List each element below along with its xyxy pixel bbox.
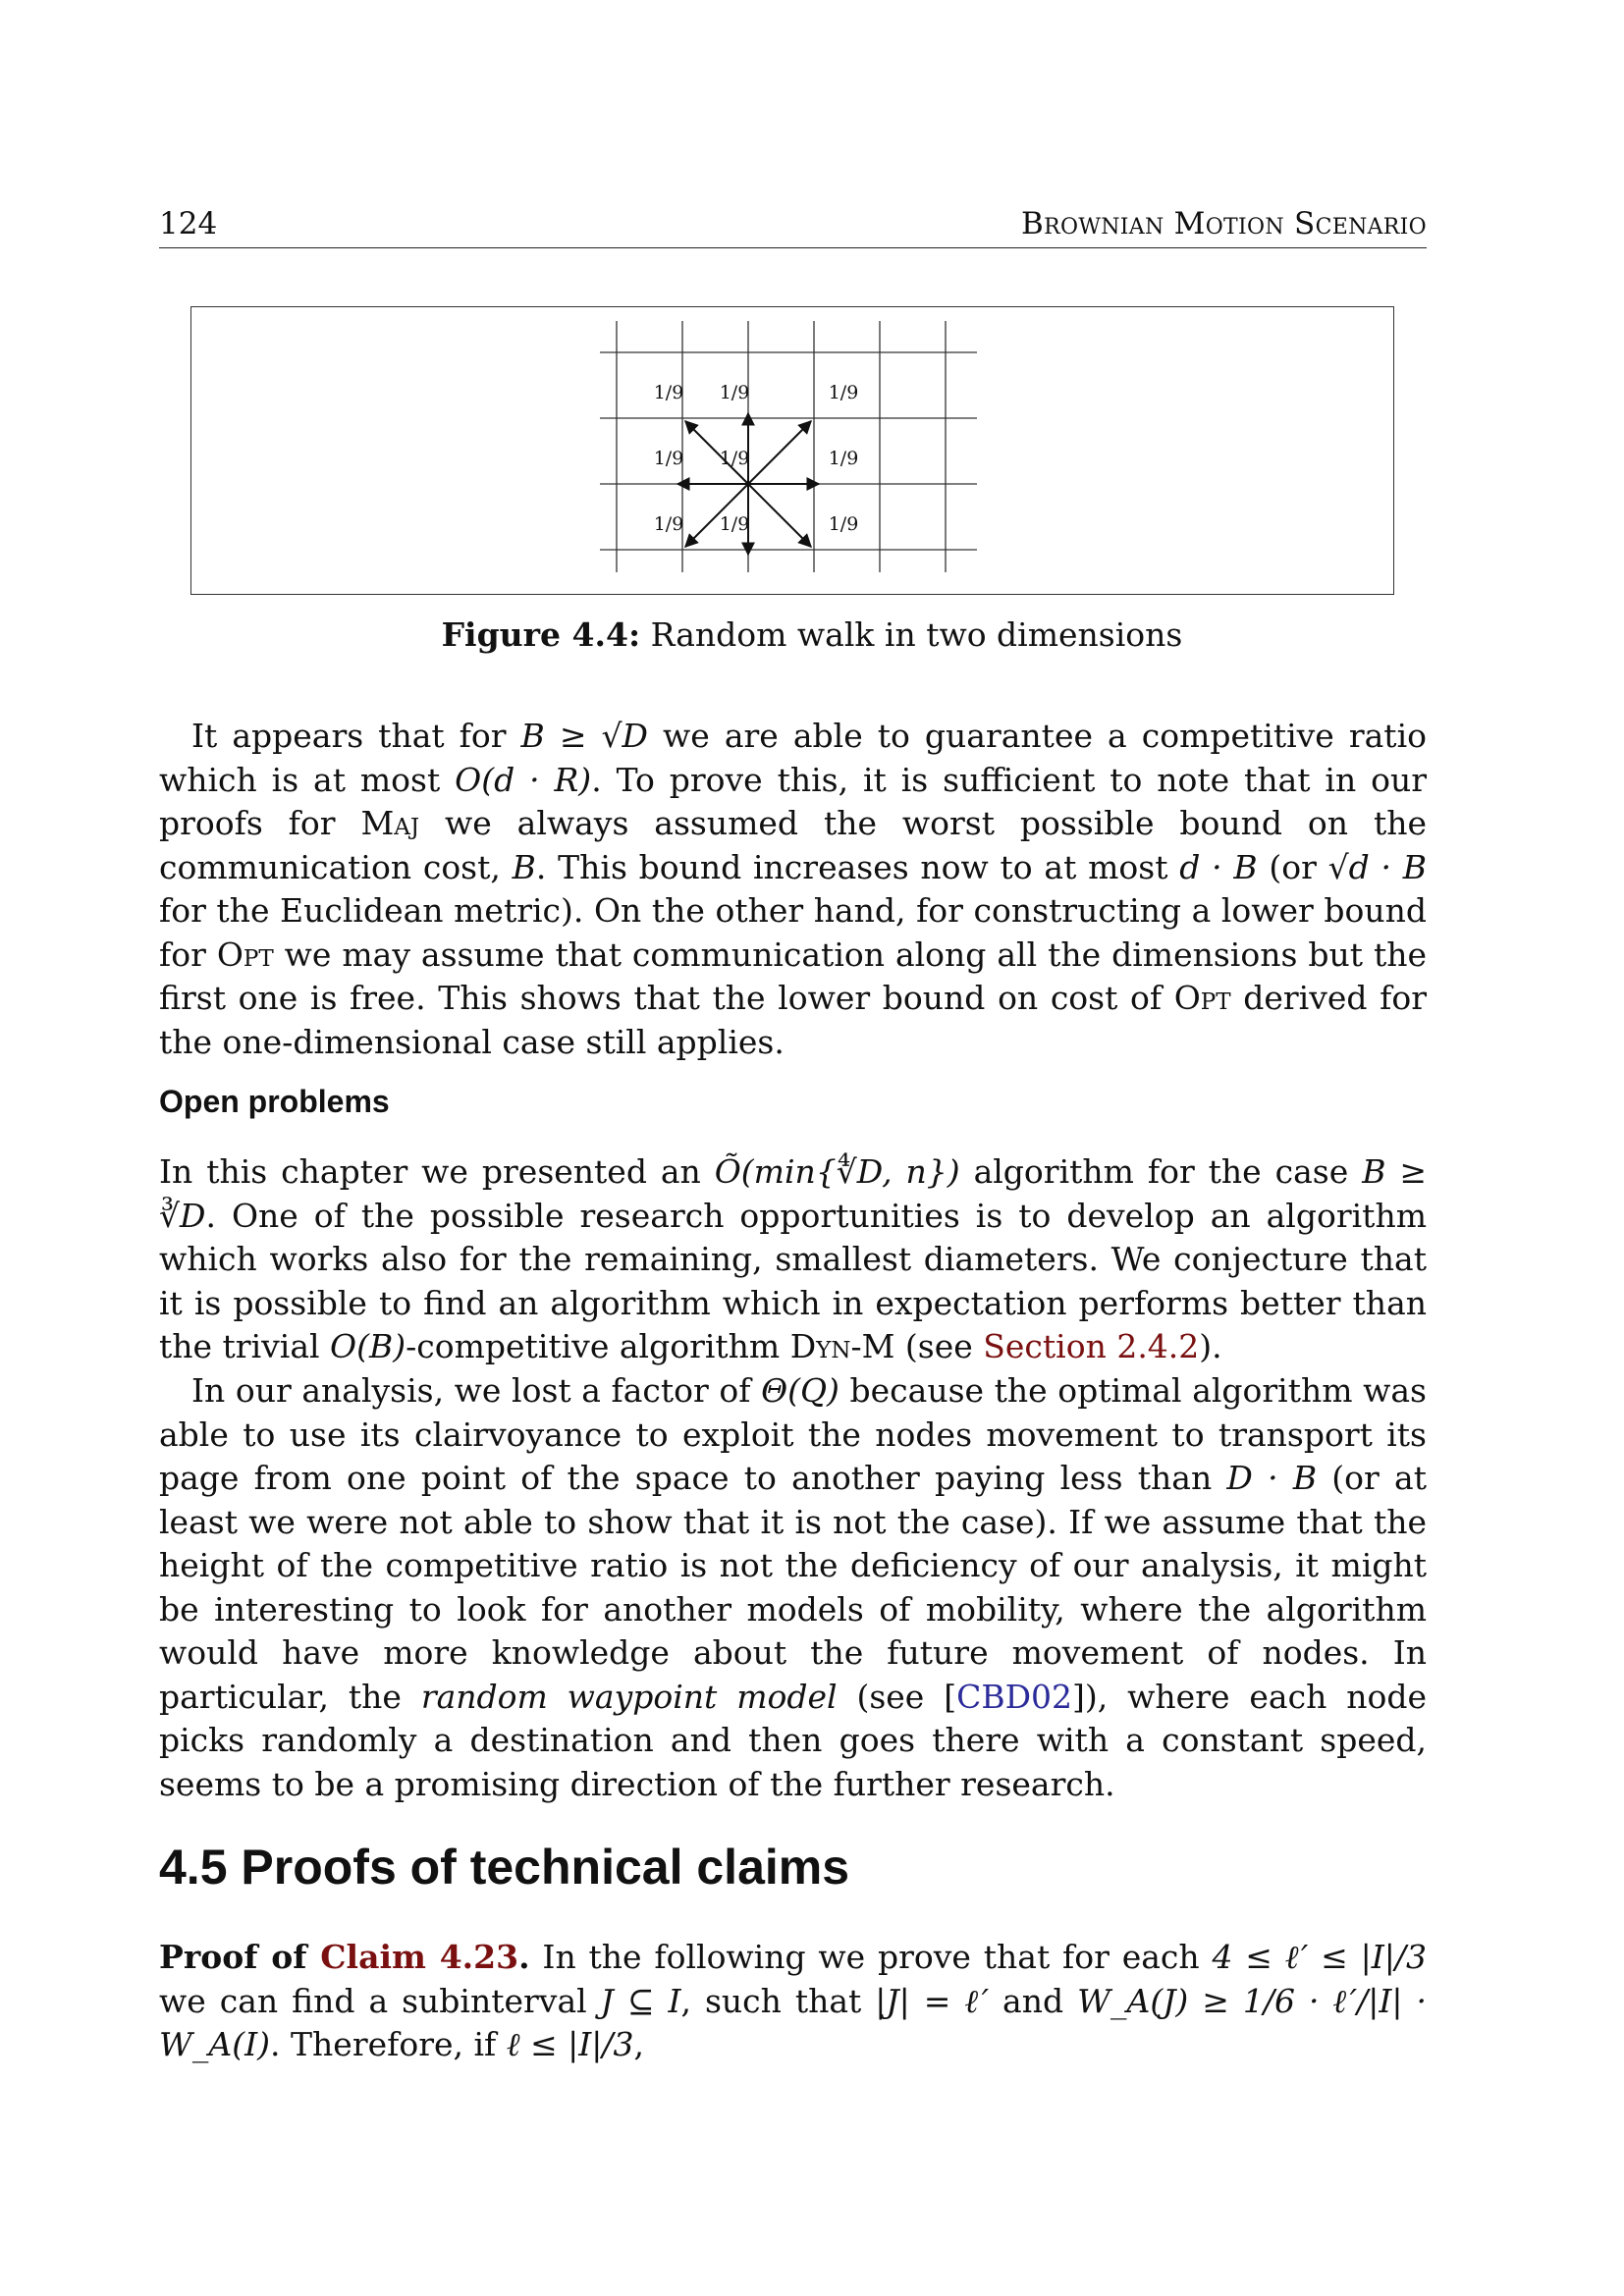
text-run: . Therefore, if xyxy=(270,2025,507,2063)
math-run: Θ(Q) xyxy=(761,1371,839,1410)
figure-caption xyxy=(0,615,1624,654)
claim-link[interactable]: Claim 4.23 xyxy=(320,1938,519,1976)
text-run: . To prove this, it is sufficient to note that in our proofs for xyxy=(159,760,1427,842)
math-run: O(d · R) xyxy=(455,760,592,799)
math-run: ℓ ≤ |I|/3 xyxy=(506,2025,634,2063)
probability-labels xyxy=(654,382,859,535)
text-run: In this chapter we presented an xyxy=(159,1152,715,1191)
figure-random-walk xyxy=(190,306,1394,595)
math-run: √d · B xyxy=(1327,847,1427,886)
text-run: (or xyxy=(1257,847,1328,886)
prob-label-mid-right: 1/9 xyxy=(828,448,859,469)
text-run: It appears that for xyxy=(191,717,521,755)
prob-label-bottom-left: 1/9 xyxy=(653,513,684,535)
math-run: |J| = ℓ′ xyxy=(875,1981,990,2020)
emphasis-run: random waypoint model xyxy=(420,1677,838,1716)
caption-label: Figure 4.4: xyxy=(441,615,641,654)
text-run: we always assumed the worst possible bound on the communication cost, xyxy=(159,804,1427,886)
math-run: J ⊆ I xyxy=(600,1981,681,2020)
algorithm-name: Opt xyxy=(216,934,274,974)
text-run: (or at least we were not able to show that it is not the case). If we assume that the height of the competitive ratio is not the deficiency of our analysis, it might be interesting to look for another models of mobility, where the algorithm would have more knowledge about the future movement of nodes. In particular, the xyxy=(159,1459,1427,1716)
section-link[interactable]: Section 2.4.2 xyxy=(983,1327,1200,1365)
citation-link[interactable]: CBD02 xyxy=(956,1677,1073,1716)
math-run: B xyxy=(520,717,545,755)
text-run: and xyxy=(989,1981,1078,2020)
math-run: √D xyxy=(601,717,649,755)
math-run: D · B xyxy=(1226,1459,1318,1497)
text-run: ). xyxy=(1199,1327,1222,1365)
text-run: ]), where each node picks randomly a destination and then goes there with a constant speed, seems to be a promising direction of the further research. xyxy=(159,1677,1427,1803)
math-run: B ≥ ∛D xyxy=(159,1152,1428,1235)
text-run: we are able to guarantee a competitive ratio which is at most xyxy=(159,717,1427,799)
algorithm-name: Maj xyxy=(360,804,420,842)
math-run: O(B) xyxy=(330,1327,406,1365)
open-problems-heading: Open problems xyxy=(159,1084,390,1119)
caption-text: Random walk in two dimensions xyxy=(650,615,1183,654)
text-run: , xyxy=(633,2025,645,2063)
running-title: Brownian Motion Scenario xyxy=(1021,206,1427,241)
arrow-down-right xyxy=(748,484,811,547)
arrow-up-right xyxy=(748,421,811,484)
prob-label-center: 1/9 xyxy=(719,448,750,469)
math-run: d · B xyxy=(1179,847,1258,886)
prob-label-bottom-center: 1/9 xyxy=(719,513,750,535)
math-run: W_A(J) ≥ 1/6 · ℓ′/|I| · W_A(I) xyxy=(159,1981,1427,2063)
text-run: . One of the possible research opportunities is to develop an algorithm which works also for the remaining, smallest diameters. We conjecture that it is possible to find an algorithm which in expectation performs better than the trivial xyxy=(159,1196,1427,1365)
page-number: 124 xyxy=(159,206,218,241)
proof-label-dot: . xyxy=(518,1938,530,1976)
math-run: 4 ≤ ℓ′ ≤ |I|/3 xyxy=(1212,1938,1427,1976)
text-run: (see [ xyxy=(837,1677,957,1716)
text-run: for the Euclidean metric). On the other hand, for constructing a lower bound for xyxy=(159,891,1427,974)
text-run: because the optimal algorithm was able to use its clairvoyance to exploit the nodes movement to transport its page from one point of the space to another paying less than xyxy=(159,1371,1427,1497)
text-run: (see xyxy=(894,1327,984,1365)
text-run: algorithm for the case xyxy=(959,1152,1363,1191)
math-run: B xyxy=(512,847,536,886)
paragraph-competitive-ratio xyxy=(159,715,1427,1064)
page-header xyxy=(159,204,1427,248)
prob-label-top-right: 1/9 xyxy=(828,382,859,403)
algorithm-name: Opt xyxy=(1173,979,1231,1017)
proof-label: Proof of xyxy=(159,1938,321,1976)
prob-label-bottom-right: 1/9 xyxy=(828,513,859,535)
algorithm-name: Dyn-M xyxy=(789,1327,895,1365)
text-run: we may assume that communication along all the dimensions but the first one is free. This shows that the lower bound on cost of xyxy=(159,934,1427,1017)
prob-label-top-left: 1/9 xyxy=(653,382,684,403)
section-heading: 4.5 Proofs of technical claims xyxy=(159,1840,850,1895)
paragraph-proof xyxy=(159,1936,1427,2067)
paragraph-open-problems-1 xyxy=(159,1150,1427,1369)
text-run: -competitive algorithm xyxy=(406,1327,790,1365)
text-run: In the following we prove that for each xyxy=(529,1938,1213,1976)
math-run: Õ(min{∜D, n}) xyxy=(714,1152,960,1191)
prob-label-top-center: 1/9 xyxy=(719,382,750,403)
text-run: ≥ xyxy=(544,717,602,755)
text-run: derived for the one-dimensional case still applies. xyxy=(159,979,1427,1061)
paragraph-open-problems-2 xyxy=(159,1369,1427,1806)
text-run: In our analysis, we lost a factor of xyxy=(191,1371,762,1410)
text-run: we can find a subinterval xyxy=(159,1981,601,2020)
random-walk-diagram xyxy=(191,307,1395,596)
text-run: , such that xyxy=(680,1981,876,2020)
prob-label-mid-left: 1/9 xyxy=(653,448,684,469)
text-run: . This bound increases now to at most xyxy=(535,847,1180,886)
